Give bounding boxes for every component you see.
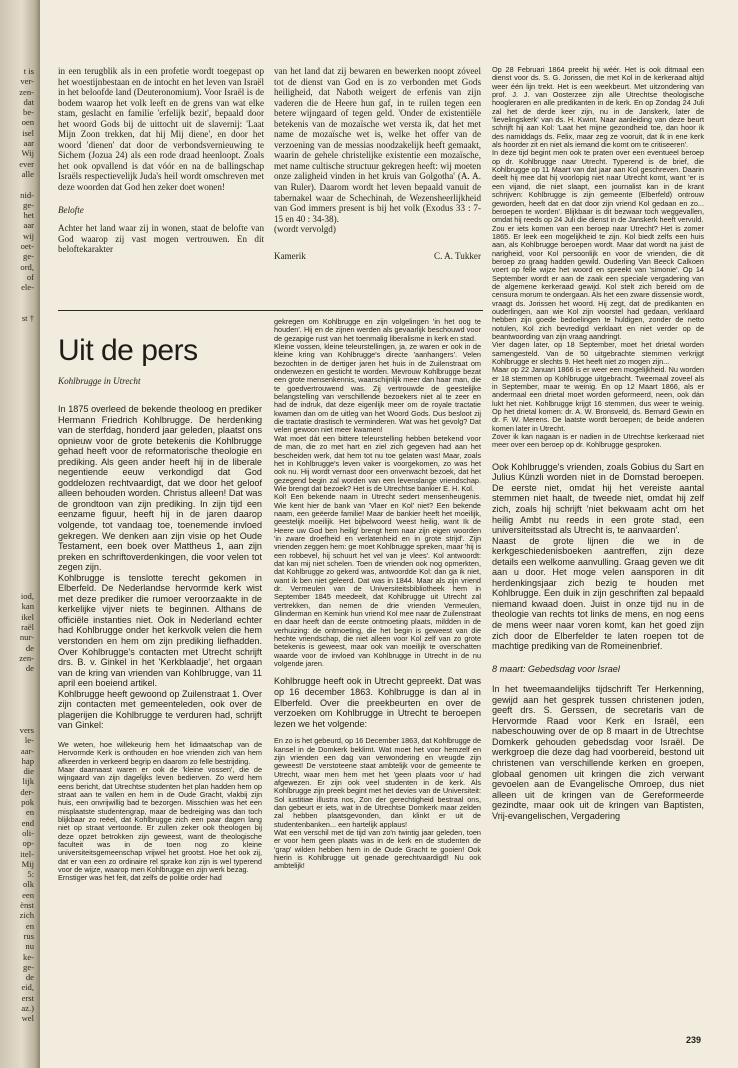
margin-fragment xyxy=(0,478,34,488)
margin-fragment: olk xyxy=(23,879,34,890)
margin-fragment: zen- xyxy=(19,652,34,663)
margin-fragment xyxy=(0,365,34,375)
paragraph: Ook Kohlbrugge's vrienden, zoals Gobius du Sart en Julius Künzli worden niet in de Domstad beroepen. De eerste niet, omdat hij het vereiste aantal stemmen niet haalt, de tweede niet, omdat hij zelf zich, zoals hij schrijft 'niet bekwaam acht om het heilig Ambt nu reeds in een grote stad, een universiteitsstad als Utrecht is, te aanvaarden'. Naast de grote lijnen die we in de kerkgeschiedenisboeken aantreffen, zijn deze details een welkome aanvulling. Graag geven we dit aan u door. Het moge velen aansporen in dit herdenkingsjaar zich bezig te houden met Kohlbrugge. Een duik in zijn geschriften zal bepaald niemand kwaad doen. Juist in onze tijd nu in de theologie van rechts tot links de mens, en nog eens de mens weer naar voren komt, kan het goed zijn zich door de Elberfelder te laten roepen tot de machtige prediking van de Romeinenbrief. xyxy=(492,461,704,652)
margin-fragment xyxy=(0,457,34,467)
margin-fragment: erst xyxy=(21,992,34,1003)
article-column-3 xyxy=(492,66,704,1032)
margin-fragment: t is xyxy=(23,66,34,76)
margin-fragment: lijk xyxy=(22,776,34,787)
margin-fragment xyxy=(0,571,34,581)
margin-fragment xyxy=(0,488,34,498)
margin-fragment: aar xyxy=(23,220,34,231)
paragraph: van het land dat zij bewaren en bewerken noopt zóveel tot de dienst van God en is zo verbonden met Gods heiligheid, dat Naboth weigert de erfenis van zijn vaderen die de Heere hun gaf, in te ruilen tegen een betere wijngaard of tegen geld. 'Onder de existentiële betekenis van de mozaïsche wet versta ik, dat het met name de mozaïsche wet is, welke het offer van de verzoening van de messias noodzakelijk heeft gemaakt, waarin de gehele christelijke existentie een mozaïsche, met name cultische structuur gekregen heeft: wij moeten onze zaligheid vinden in het kruis van Golgotha' (A. A. van Ruler). Daarom wordt het leven bepaald vanuit de tabernakel waar de Schechinah, de Wezensheerlijkheid van God immers present is bij het volk (Exodus 33 : 7-15 en 40 : 34-38). xyxy=(274,66,481,224)
margin-fragment: zen- xyxy=(19,86,34,97)
margin-fragment xyxy=(0,704,34,714)
quote-text: En zo is het gebeurd, op 16 December 1863, dat Kohlbrugge de kansel in de Domkerk beklimt. Wat moet het voor hemzelf en zijn vrienden een dag van verwondering en vreugde zijn geweest! De verstoteene staat ambtelijk voor de gemeente te Utrecht, waar men hem met het 'geen plaats voor u' had afgewezen. Er zijn ook veel studenten in de kerk. Als Kohlbrugge zijn preek begint met het devies van de Universiteit: Sol iustitiae illustra nos, Zon der gerechtigheid bestraal ons, dan gebeurt er iets, wat in de Utrechtse Domkerk maar zelden zal hebben plaatsgevonden, dan klinkt er uit de studentenbanken... een hartelijk applaus! Wat een verschil met de tijd van zo'n twintig jaar geleden, toen er voor hem geen plaats was in de kerk en de studenten de 'grap' wilden hebben hem in de Oude Gracht te gooien! Ook hierin is Kohlbrugge uit genade gerechtvaardigd! Nu ook ambtelijk! xyxy=(274,736,481,871)
page-number: 239 xyxy=(686,1035,702,1045)
margin-fragment: oli- xyxy=(22,827,34,838)
margin-fragment xyxy=(0,519,34,529)
margin-fragment xyxy=(0,581,34,591)
margin-fragment: dat xyxy=(23,96,34,107)
margin-fragment: de xyxy=(25,972,34,983)
margin-fragment: ver- xyxy=(20,76,34,87)
top-column-1 xyxy=(58,66,264,304)
margin-fragment: wel xyxy=(21,1013,34,1024)
margin-fragment: en xyxy=(25,807,34,818)
margin-fragment: nid- xyxy=(20,189,34,200)
margin-fragment xyxy=(0,354,34,364)
margin-fragment: iod, xyxy=(20,591,34,602)
paragraph: Kohlbrugge heeft ook in Utrecht gepreekt. Dat was op 16 december 1863. Kohlbrugge is dan al in Elberfeld. Over die preekbeurten en over de verzoeken om Kohlbrugge in Utrecht te beroepen lezen we het volgende: xyxy=(274,676,481,729)
margin-fragment: Mij xyxy=(21,858,34,869)
quote-text: We weten, hoe willekeurig hem het lidmaatschap van de Hervormde Kerk is onthouden en hoe vrienden zich van hem afkeerden in verkeerd begrip en daarom zo felle bestrijding. Maar daarnaast waren er ook de 'kleine vossen', die de wijngaard van zijn dagelijks leven bedierven. Zo werd hem eens bericht, dat Utrechtse studenten het plan hadden hem op straat aan te vallen en hem in de Oude Gracht, vlakbij zijn huis, een onvrijwillig bad te bezorgen. Misschien was het een misplaatste studentengrap, maar de bedreiging was dan toch blijkbaar zo reëel, dat Kohlbrugge zich een paar dagen lang niet op straat vertoonde. Er zullen zeker ook theologen bij deze opzet betrokken zijn geweest, want de theologische faculteit was in de toen nog zo kleine universiteitsgemeenschap vrijwel het grootst. Hoe het ook zij, dat er van een zo ordinaire rel sprake kon zijn is wel typerend voor de wijze, waarop men Kohlbrugge en zijn werk bezag. Ernstiger was het feit, dat zelfs de politie order had xyxy=(58,739,262,883)
paragraph: Kohlbrugge heeft gewoond op Zuilenstraat 1. Over zijn contacten met gemeenteleden, ook over de plagerijen die Kohlbrugge te verduren had, schrijft van Ginkel: xyxy=(58,688,262,731)
margin-fragment: hap xyxy=(21,755,34,766)
margin-fragment: aar xyxy=(23,138,34,149)
margin-fragment xyxy=(0,385,34,395)
margin-fragment: zich xyxy=(19,910,34,921)
previous-page-gutter xyxy=(0,0,40,1068)
margin-fragment: ever xyxy=(19,158,34,169)
article-title: Uit de pers xyxy=(58,334,198,367)
quote-text: gekregen om Kohlbrugge en zijn volgelingen 'in het oog te houden'. Hij en de zijnen werden als gevaarlijk beschouwd voor de gezapige rust van het toenmalig liberalisme in kerk en stad. Kleine vossen, kleine teleurstellingen, ja, ze waren er ook in de kleine kring van Kohlbrugge's directe 'aanhangers'. Velen bezochten in de dertiger jaren het huis in de Zuilenstraat om onderwezen en gesticht te worden. Mevrouw Kohlbrugge bezat een grote mensenkennis, waarschijnlijk meer dan haar man, die te goedvertrouwend was. Zij vertrouwde de geestelijke belangstelling van verschillende bezoekers niet al te zeer en had de indruk, dat deze eigenlijk meer om de royale tractatie kwamen dan om de uitleg van het Woord Gods. Dus besloot zij die tractatie drastisch te verminderen. Wat was het gevolg? Dat velen gewoon niet meer kwamen! Wat moet dát een bittere teleurstelling hebben betekend voor de man, die zo met hart en ziel zich gegeven had aan het bescheiden werk, dat hem tot nu toe gelaten was! Maar, zoals het in Kohlbrugge's leven vaker is voorgekomen, zo was het ook nu. Hij wordt vernast door een onverwacht bezoek, dat het gezegend begin zal worden van een levenslange vriendschap. Wie brengt dat bezoek? Het is de Utrechtse bankier E. H. Kol. Kol! Een bekende naam in Utrecht sedert mensenheugenis. Wie kent hier de bank van 'Vlaer en Kol' niet? Een bekende naam, een geëerde familie! Maar de bankier heeft het moeilijk, geestelijk moeilijk. Het bijbelwoord 'weest heilig, want Ik de Heere uw God ben heilig' brengt hem naar zijn eigen woorden 'in zware droefheid en verlatenheid en in grote strijd'. Zijn vrienden zeggen hem: ge moet Kohlbrugge spreken, maar 'hij is een robbevel, hij schuurt het vel van je vlees'. Kol antwoordt: dat kan mij niet schelen. Toen de vrienden ook nog opmerkten, dat Kohlbrugge zo gekerd was, antwoordde Kol: dan ga ik niet, want ik ben niet geleerd. Dat was in 1844. Maar als zijn vriend dr. Vermeulen van de Universiteitsbibliotheek hem in September 1845 meedeelt, dat Kohlbrugge uit Utrecht zal vertrekken, dan nemen de drie vrienden Vermeulen, Glinderman en Kemink hun vriend Kol mee naar de Zuilenstraat en daar heeft dan de eerste ontmoeting plaats, mildden in de verhuizing: de ontmoeting, die het begin is geweest van die hechte vriendschap, die niet alleen voor Kol zelf van zo grote betekenis is geweest, maar ook van moeilijk te overschatten waarde voor de invloed van Kohlbrugge in Utrecht in de nu volgende jaren. xyxy=(274,318,481,669)
paragraph: In het tweemaandelijks tijdschrift Ter Herkenning, gewijd aan het gesprek tussen christenen joden, geeft drs. S. Gerssen, de secretaris van de Hervormde Raad voor Kerk en Israël, een nabeschouwing over de op 8 maart in de Utrechtse Domkerk gehouden gebedsdag voor Israël. De werkgroep die deze dag had voorbereid, bestond uit christenen van verschillende kerken en groepen, globaal genomen uit kringen die zich verwant gevoelen aan de Evangelische Omroep, dus niet alleen uit de kringen van de Gereformeerde gezindte, maar ook uit de kringen van Baptisten, Vrij-evangelischen, Vergadering xyxy=(492,684,704,821)
margin-fragment: 5: xyxy=(27,869,34,880)
margin-fragment xyxy=(0,540,34,550)
margin-fragment: be- xyxy=(23,107,34,118)
margin-fragment xyxy=(0,303,34,313)
margin-fragment: de xyxy=(25,663,34,674)
margin-fragment xyxy=(0,416,34,426)
margin-fragment: die xyxy=(23,766,34,777)
margin-fragment xyxy=(0,694,34,704)
margin-fragment: wij xyxy=(23,230,34,241)
margin-fragment xyxy=(0,529,34,539)
margin-fragment: ge- xyxy=(23,251,34,262)
margin-fragment: of xyxy=(26,271,34,282)
paragraph: Achter het land waar zij in wonen, staat de belofte van God waarop zij vast mogen vertrouwen. En dit beloftekarakter xyxy=(58,223,264,255)
margin-fragment: end xyxy=(21,817,34,828)
margin-fragment: ele- xyxy=(21,282,34,293)
margin-fragment: ënst xyxy=(20,900,34,911)
signature-line xyxy=(274,251,481,262)
margin-fragment: st † xyxy=(21,313,34,324)
margin-fragment: de xyxy=(25,642,34,653)
margin-fragment: isel xyxy=(22,127,34,138)
margin-fragment xyxy=(0,560,34,570)
margin-fragment xyxy=(0,426,34,436)
margin-fragment: ke- xyxy=(23,951,34,962)
margin-fragment xyxy=(0,468,34,478)
margin-fragment xyxy=(0,179,34,189)
margin-fragment: alle xyxy=(21,168,34,179)
margin-fragment: een xyxy=(22,889,34,900)
article-column-1 xyxy=(58,328,262,1028)
margin-fragment xyxy=(0,334,34,344)
margin-fragment xyxy=(0,447,34,457)
signature-place: Kamerik xyxy=(274,250,306,261)
margin-fragment xyxy=(0,715,34,725)
margin-fragment xyxy=(0,323,34,333)
margin-fragment: ge- xyxy=(23,199,34,210)
margin-fragment: en xyxy=(25,920,34,931)
top-column-2 xyxy=(274,66,481,304)
margin-fragment: aar- xyxy=(20,745,34,756)
margin-fragment: pok xyxy=(21,797,34,808)
margin-fragment: oen xyxy=(21,117,34,128)
signature-author: C. A. Tukker xyxy=(434,250,481,261)
margin-fragment: nur- xyxy=(19,632,34,643)
continued-note: (wordt vervolgd) xyxy=(274,224,336,235)
margin-fragment: oet- xyxy=(20,241,34,252)
paragraph: Kohlbrugge is tenslotte terecht gekomen in Elberfeld. De Nederlandse hervormde kerk wist met deze prediker die rumoer veroorzaakte in de kerkelijke vijver niets te beginnen. Althans de officiële instanties niet. Ook in Nederland echter had Kohlbrugge onder het kerkvolk velen die hem verstonden en hem om zijn prediking liefhadden. Over Kohlbrugge's contacten met Utrecht schrijft drs. B. v. Ginkel in het 'Kerkblaadje', het orgaan van de kring van vrienden van Kohlbrugge, van 11 april een boeiend artikel. xyxy=(58,572,262,689)
previous-page-fragments xyxy=(0,66,40,1024)
margin-fragment: rus xyxy=(23,930,34,941)
quote-text: Op 28 Februari 1864 preekt hij wéér. Het is ook ditmaal een dienst voor ds. S. G. Jorissen, die met Kol in de kerkeraad altijd weer één lijn trekt. Het is een weekbeurt. Met uitzondering van prof. J. J. van Oosterzee zijn alle Utrechtse theologische hoogleraren en alle predikanten in de kerk. En op Zondag 24 Juli zal het de derde keer zijn, nu in de Janskerk, later de 'lievelingskerk' van ds. H. Kwint. Naar aanleiding van deze beurt schrijft hij aan Kol: 'Laat het mijne gezondheid toe, dan hoor ik des namiddags ds. Felix, maar zeg ze vooruit, dat ik in ene kerk als hoorder zit en niet als iemand die komt om te critiseeren'. In deze tijd begint men ook te praten over een eventueel beroep op dr. Kohlbrugge naar Utrecht. Typerend is de brief, die Kohlbrugge op 11 Maart van dat jaar aan Kol geschreven. Daarin deelt hij mee dat hij voorlopig niet naar Utrecht komt, want 'er is een vijand, die niet slaapt, een journalist kan in de krant schrijven: Kohlbrugge is zijn gemeente (Elberfeld) ontrouw geworden, heeft dat en dat door zijn vriend Kol gedaan en zo... beroepen te worden'. Blijkbaar is dit bezwaar toch weggevallen, omdat hij reeds op 24 Juli die dienst in de Janskerk heeft vervuld. Zou er iets komen van een beroep naar Utrecht? Het is zomer 1865. Er leek een mogelijkheid te zijn. Kol biedt zelfs een huis aan, als Kohlbrugge beroepen wordt. Maar dat wordt na juist de narigheid, voor Kol persoonlijk en voor de vrienden, die dit beroep zo graag hadden gewild. Ouderling Van Beeck Calkoen voert op felle wijze het woord en spreekt van 'simonie'. Op 14 September wordt er aan de zaak een speciale vergadering van de algemene kerkeraad gewijd. Kol stelt zich bereid om de censura morum te ondergaan. Als het een zware dissensie wordt, vraagt ds. Jorissen het woord. Hij zegt, dat de predikanten en ouderlingen, aan wie Kol zijn voorstel had gedaan, verklaard hebben zijn goede bedoelingen te huldigen, zonder de netto notulen, Kol zich bevredigd verklaart en niet verder op de beantwoording van zijn vraag aandringt. Vier dagen later, op 18 September, moet het drietal worden samengesteld. Van de 50 uitgebrachte stemmen verkrijgt Kohlbrugge er slechts 9. Het heeft niet zo mogen zijn... Maar op 22 Januari 1866 is er weer een mogelijkheid. Nu worden er 18 stemmen op Kohlbrugge uitgebracht. Tweemaal zoveel als in September, maar te weinig. En op 12 Maart 1866, als er andermaal een drietal moet worden geformeerd, neen, ook dán lukt het niet. Kohlbrugge krijgt 16 stemmen, dus weer te weinig. Op het drietal komen: dr. A. W. Bronsveld, ds. Bernard Gewin en dr. F. W. Merens. De laatste wordt beroepen; de beide anderen komen later in Utrecht. Zover ik kan nagaan is er nadien in de Utrechtse kerkeraad niet meer over een beroep op dr. Kohlbrugge gesproken. xyxy=(492,66,704,450)
section-divider xyxy=(58,310,483,311)
margin-fragment: kan xyxy=(21,601,34,612)
margin-fragment: der- xyxy=(20,786,34,797)
margin-fragment xyxy=(0,293,34,303)
margin-fragment: Wij xyxy=(21,148,34,159)
subheading-belofte: Belofte xyxy=(58,204,84,215)
margin-fragment xyxy=(0,674,34,684)
margin-fragment: nu xyxy=(25,941,34,952)
margin-fragment: ge- xyxy=(23,961,34,972)
margin-fragment: ikel xyxy=(21,611,34,622)
margin-fragment: az.) xyxy=(21,1003,34,1014)
margin-fragment xyxy=(0,498,34,508)
margin-fragment xyxy=(0,509,34,519)
margin-fragment: ord, xyxy=(20,261,34,272)
margin-fragment xyxy=(0,344,34,354)
margin-fragment xyxy=(0,684,34,694)
margin-fragment xyxy=(0,437,34,447)
margin-fragment: le- xyxy=(24,735,34,746)
article-subtitle: Kohlbrugge in Utrecht xyxy=(58,376,141,386)
subheading-gebedsdag: 8 maart: Gebedsdag voor Israel xyxy=(492,663,620,674)
margin-fragment xyxy=(0,406,34,416)
margin-fragment: eid, xyxy=(21,982,34,993)
margin-fragment: raël xyxy=(21,622,34,633)
paragraph: In 1875 overleed de bekende theoloog en prediker Hermann Friedrich Kohlbrugge. De herdenking van de sterfdag, honderd jaar geleden, plaatst ons opnieuw voor de grote betekenis die Kohlbrugge gehad heeft voor de reformatorische theologie en prediking. Als geen ander heeft hij in de liberale negentiende eeuw verkondigd dat God goddelozen rechtvaardigt, dat we door het geloof alleen behouden worden. Christus alleen! Dat was de grondtoon van zijn prediking. In zijn tijd een eenzame figuur, heeft hij in de jaren daarop volgende, tot vandaag toe, toenemende invloed gekregen. We denken aan zijn visie op het Oude Testament, een boek over Mattheus 1, aan zijn preken en schriftoverdenkingen, die voor velen tot zegen zijn. xyxy=(58,404,262,573)
margin-fragment xyxy=(0,550,34,560)
margin-fragment xyxy=(0,396,34,406)
article-column-2 xyxy=(274,318,481,1032)
margin-fragment: op- xyxy=(22,838,34,849)
margin-fragment xyxy=(0,375,34,385)
margin-fragment: het xyxy=(23,210,34,221)
margin-fragment: itel- xyxy=(20,848,34,859)
margin-fragment: vers xyxy=(19,725,34,735)
paragraph: in een terugblik als in een profetie wordt toegepast op het woestijnbestaan en de intocht en het leven van Israël in het beloofde land (Deuteronomium). Voor Israël is de bodem waarop het volk leeft en de grens van wat elke stam, geslacht en familie 'erfelijk bezit', bepaald door het woord Gods bij de uittocht uit de slavernij: 'Laat Mijn Zoon trekken, dat hij Mij diene', en door het woord 'dienen' dat door de verbondsvernieuwing te Sichem (Jozua 24) als een rode draad heenloopt. Zoals het ook opvallend is dat vóór en na de ballingschap Israëls respectievelijk Juda's heil wordt omschreven met deze woorden dat God hen zeker doet wonen! xyxy=(58,66,264,193)
